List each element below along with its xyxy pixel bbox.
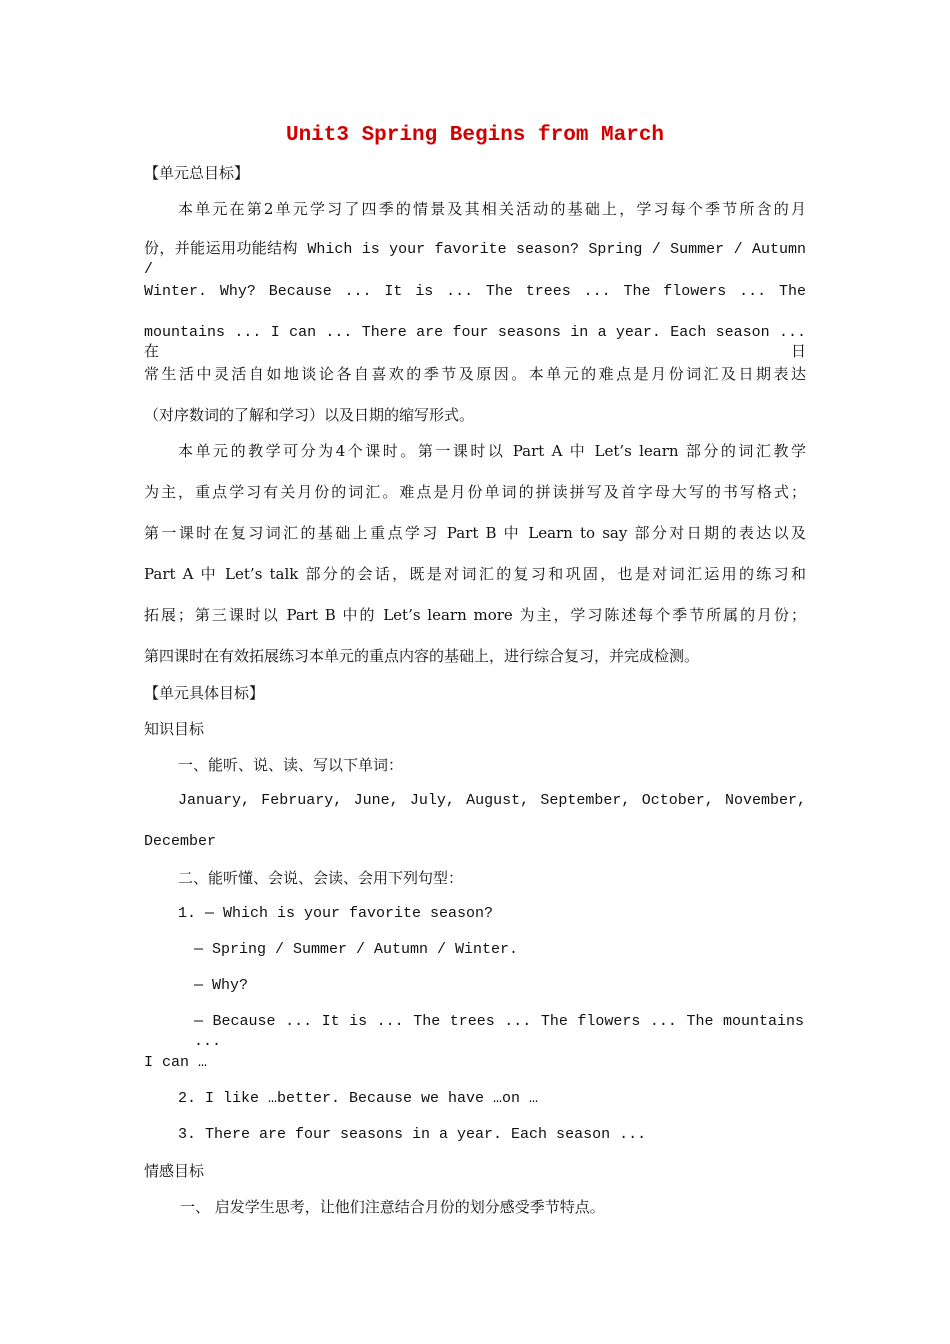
- sentence-pattern: — Spring / Summer / Autumn / Winter.: [194, 941, 519, 958]
- lessons-paragraph-line: 第一课时在复习词汇的基础上重点学习 Part B 中 Learn to say 部分对日期的表达以及: [144, 524, 806, 542]
- overall-paragraph-line: 本单元在第2单元学习了四季的情景及其相关活动的基础上，学习每个季节所含的月: [178, 200, 806, 218]
- lessons-paragraph-line: 第四课时在有效拓展练习本单元的重点内容的基础上，进行综合复习，并完成检测。: [144, 647, 700, 665]
- lessons-paragraph-line: 为主，重点学习有关月份的词汇。难点是月份单词的拼读拼写及首字母大写的书写格式；: [144, 483, 806, 501]
- knowledge-goal-heading: 知识目标: [144, 720, 205, 738]
- sentence-pattern: I can …: [144, 1054, 208, 1071]
- month-words-line: January, February, June, July, August, September, October, November,: [178, 792, 806, 809]
- overall-paragraph-line: 份，并能运用功能结构 Which is your favorite season? Spring / Summer / Autumn /: [144, 241, 806, 278]
- sentence-pattern: 1. — Which is your favorite season?: [178, 905, 494, 922]
- sentence-pattern: 3. There are four seasons in a year. Each season ...: [178, 1126, 647, 1143]
- knowledge-item-1: 一、能听、说、读、写以下单词：: [178, 756, 404, 774]
- lessons-paragraph-line: Part A 中 Let’s talk 部分的会话，既是对词汇的复习和巩固，也是对词汇运用的练习和: [144, 565, 806, 583]
- month-words-line: December: [144, 833, 217, 850]
- lessons-paragraph-line: 拓展；第三课时以 Part B 中的 Let’s learn more 为主，学习陈述每个季节所属的月份；: [144, 606, 806, 624]
- overall-paragraph-line: 常生活中灵活自如地谈论各自喜欢的季节及原因。本单元的难点是月份词汇及日期表达: [144, 365, 806, 383]
- page-title: Unit3 Spring Begins from March: [285, 124, 665, 147]
- sentence-pattern: — Because ... It is ... The trees ... The flowers ... The mountains ...: [194, 1013, 804, 1050]
- sentence-pattern: 2. I like …better. Because we have …on …: [178, 1090, 539, 1107]
- overall-paragraph-line: （对序数词的了解和学习）以及日期的缩写形式。: [144, 406, 475, 424]
- sentence-pattern: — Why?: [194, 977, 249, 994]
- emotion-item-1: 一、 启发学生思考，让他们注意结合月份的划分感受季节特点。: [180, 1198, 605, 1216]
- lessons-paragraph-line: 本单元的教学可分为4个课时。第一课时以 Part A 中 Let’s learn 部分的词汇教学: [178, 442, 806, 460]
- overall-goal-heading: 【单元总目标】: [144, 164, 250, 182]
- overall-paragraph-line: mountains ... I can ... There are four seasons in a year. Each season ... 在日: [144, 324, 806, 361]
- overall-paragraph-line: Winter. Why? Because ... It is ... The trees ... The flowers ... The: [144, 283, 806, 300]
- specific-goal-heading: 【单元具体目标】: [144, 684, 265, 702]
- emotion-goal-heading: 情感目标: [144, 1162, 205, 1180]
- knowledge-item-2: 二、能听懂、会说、会读、会用下列句型：: [178, 869, 464, 887]
